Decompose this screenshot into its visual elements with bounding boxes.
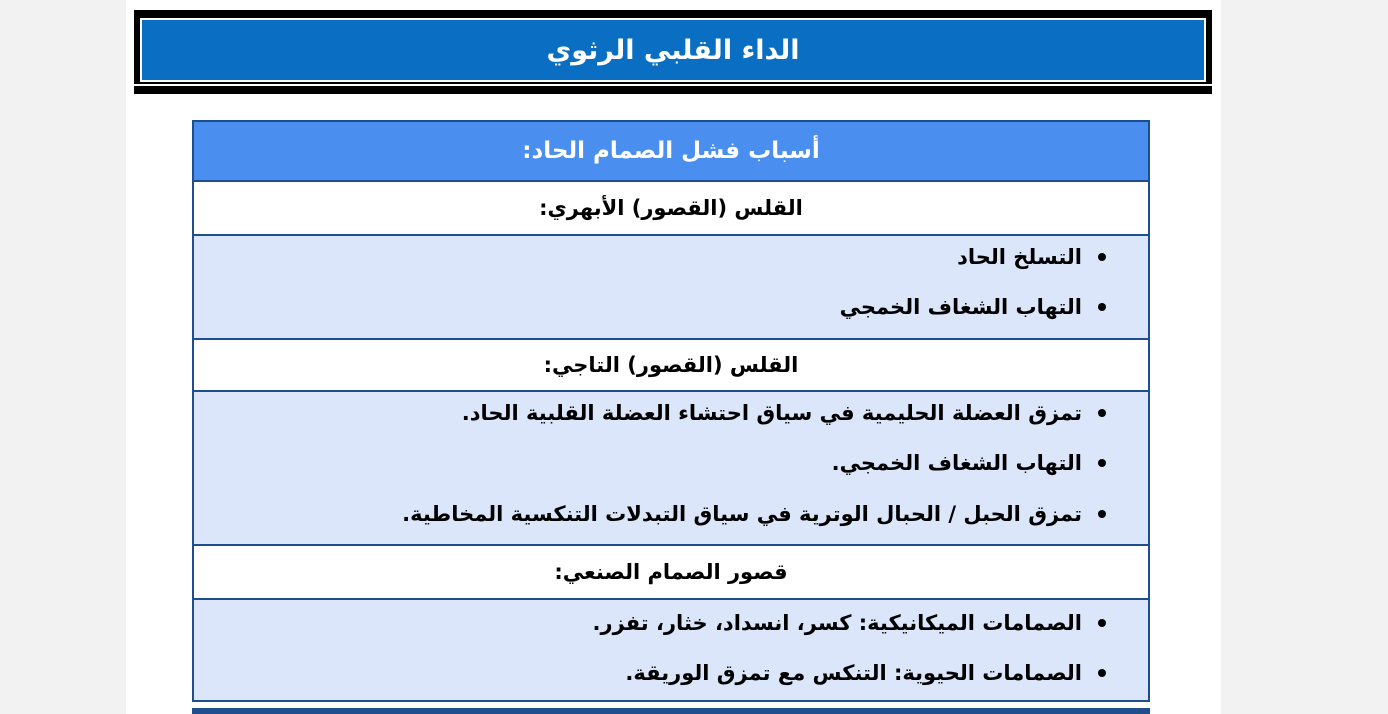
bullet-icon xyxy=(1098,669,1106,677)
list-item-text: الصمامات الحيوية: التنكس مع تمزق الوريقة. xyxy=(625,661,1082,685)
table-header: أسباب فشل الصمام الحاد: xyxy=(194,122,1148,182)
section-heading-aortic: القلس (القصور) الأبهري: xyxy=(194,182,1148,236)
list-item xyxy=(402,499,1106,529)
section-list-aortic xyxy=(194,236,1148,340)
bullet-icon xyxy=(1098,253,1106,261)
list-item-text: التسلخ الحاد xyxy=(957,245,1082,269)
bullet-icon xyxy=(1098,409,1106,417)
section-heading-mitral: القلس (القصور) التاجي: xyxy=(194,340,1148,392)
list-item xyxy=(625,658,1106,688)
bullet-icon xyxy=(1098,303,1106,311)
bullet-icon xyxy=(1098,459,1106,467)
causes-table xyxy=(192,120,1150,702)
page-title: الداء القلبي الرثوي xyxy=(140,18,1206,82)
list-item-text: الصمامات الميكانيكية: كسر، انسداد، خثار، تفزر. xyxy=(592,611,1082,635)
section-heading-prosthetic: قصور الصمام الصنعي: xyxy=(194,546,1148,600)
list-item-text: تمزق العضلة الحليمية في سياق احتشاء العضلة القلبية الحاد. xyxy=(461,401,1082,425)
list-item-text: تمزق الحبل / الحبال الوترية في سياق التبدلات التنكسية المخاطية. xyxy=(402,502,1082,526)
list-item xyxy=(840,292,1106,322)
list-item-text: التهاب الشغاف الخمجي. xyxy=(831,451,1082,475)
title-banner xyxy=(134,10,1212,84)
section-list-mitral xyxy=(194,392,1148,546)
list-item xyxy=(593,608,1106,638)
list-item xyxy=(462,398,1106,428)
title-underline xyxy=(134,86,1212,94)
list-item-text: التهاب الشغاف الخمجي xyxy=(839,295,1082,319)
list-item xyxy=(957,242,1106,272)
next-table-edge xyxy=(192,708,1150,714)
bullet-icon xyxy=(1098,619,1106,627)
section-list-prosthetic xyxy=(194,600,1148,700)
bullet-icon xyxy=(1098,510,1106,518)
list-item xyxy=(832,448,1106,478)
